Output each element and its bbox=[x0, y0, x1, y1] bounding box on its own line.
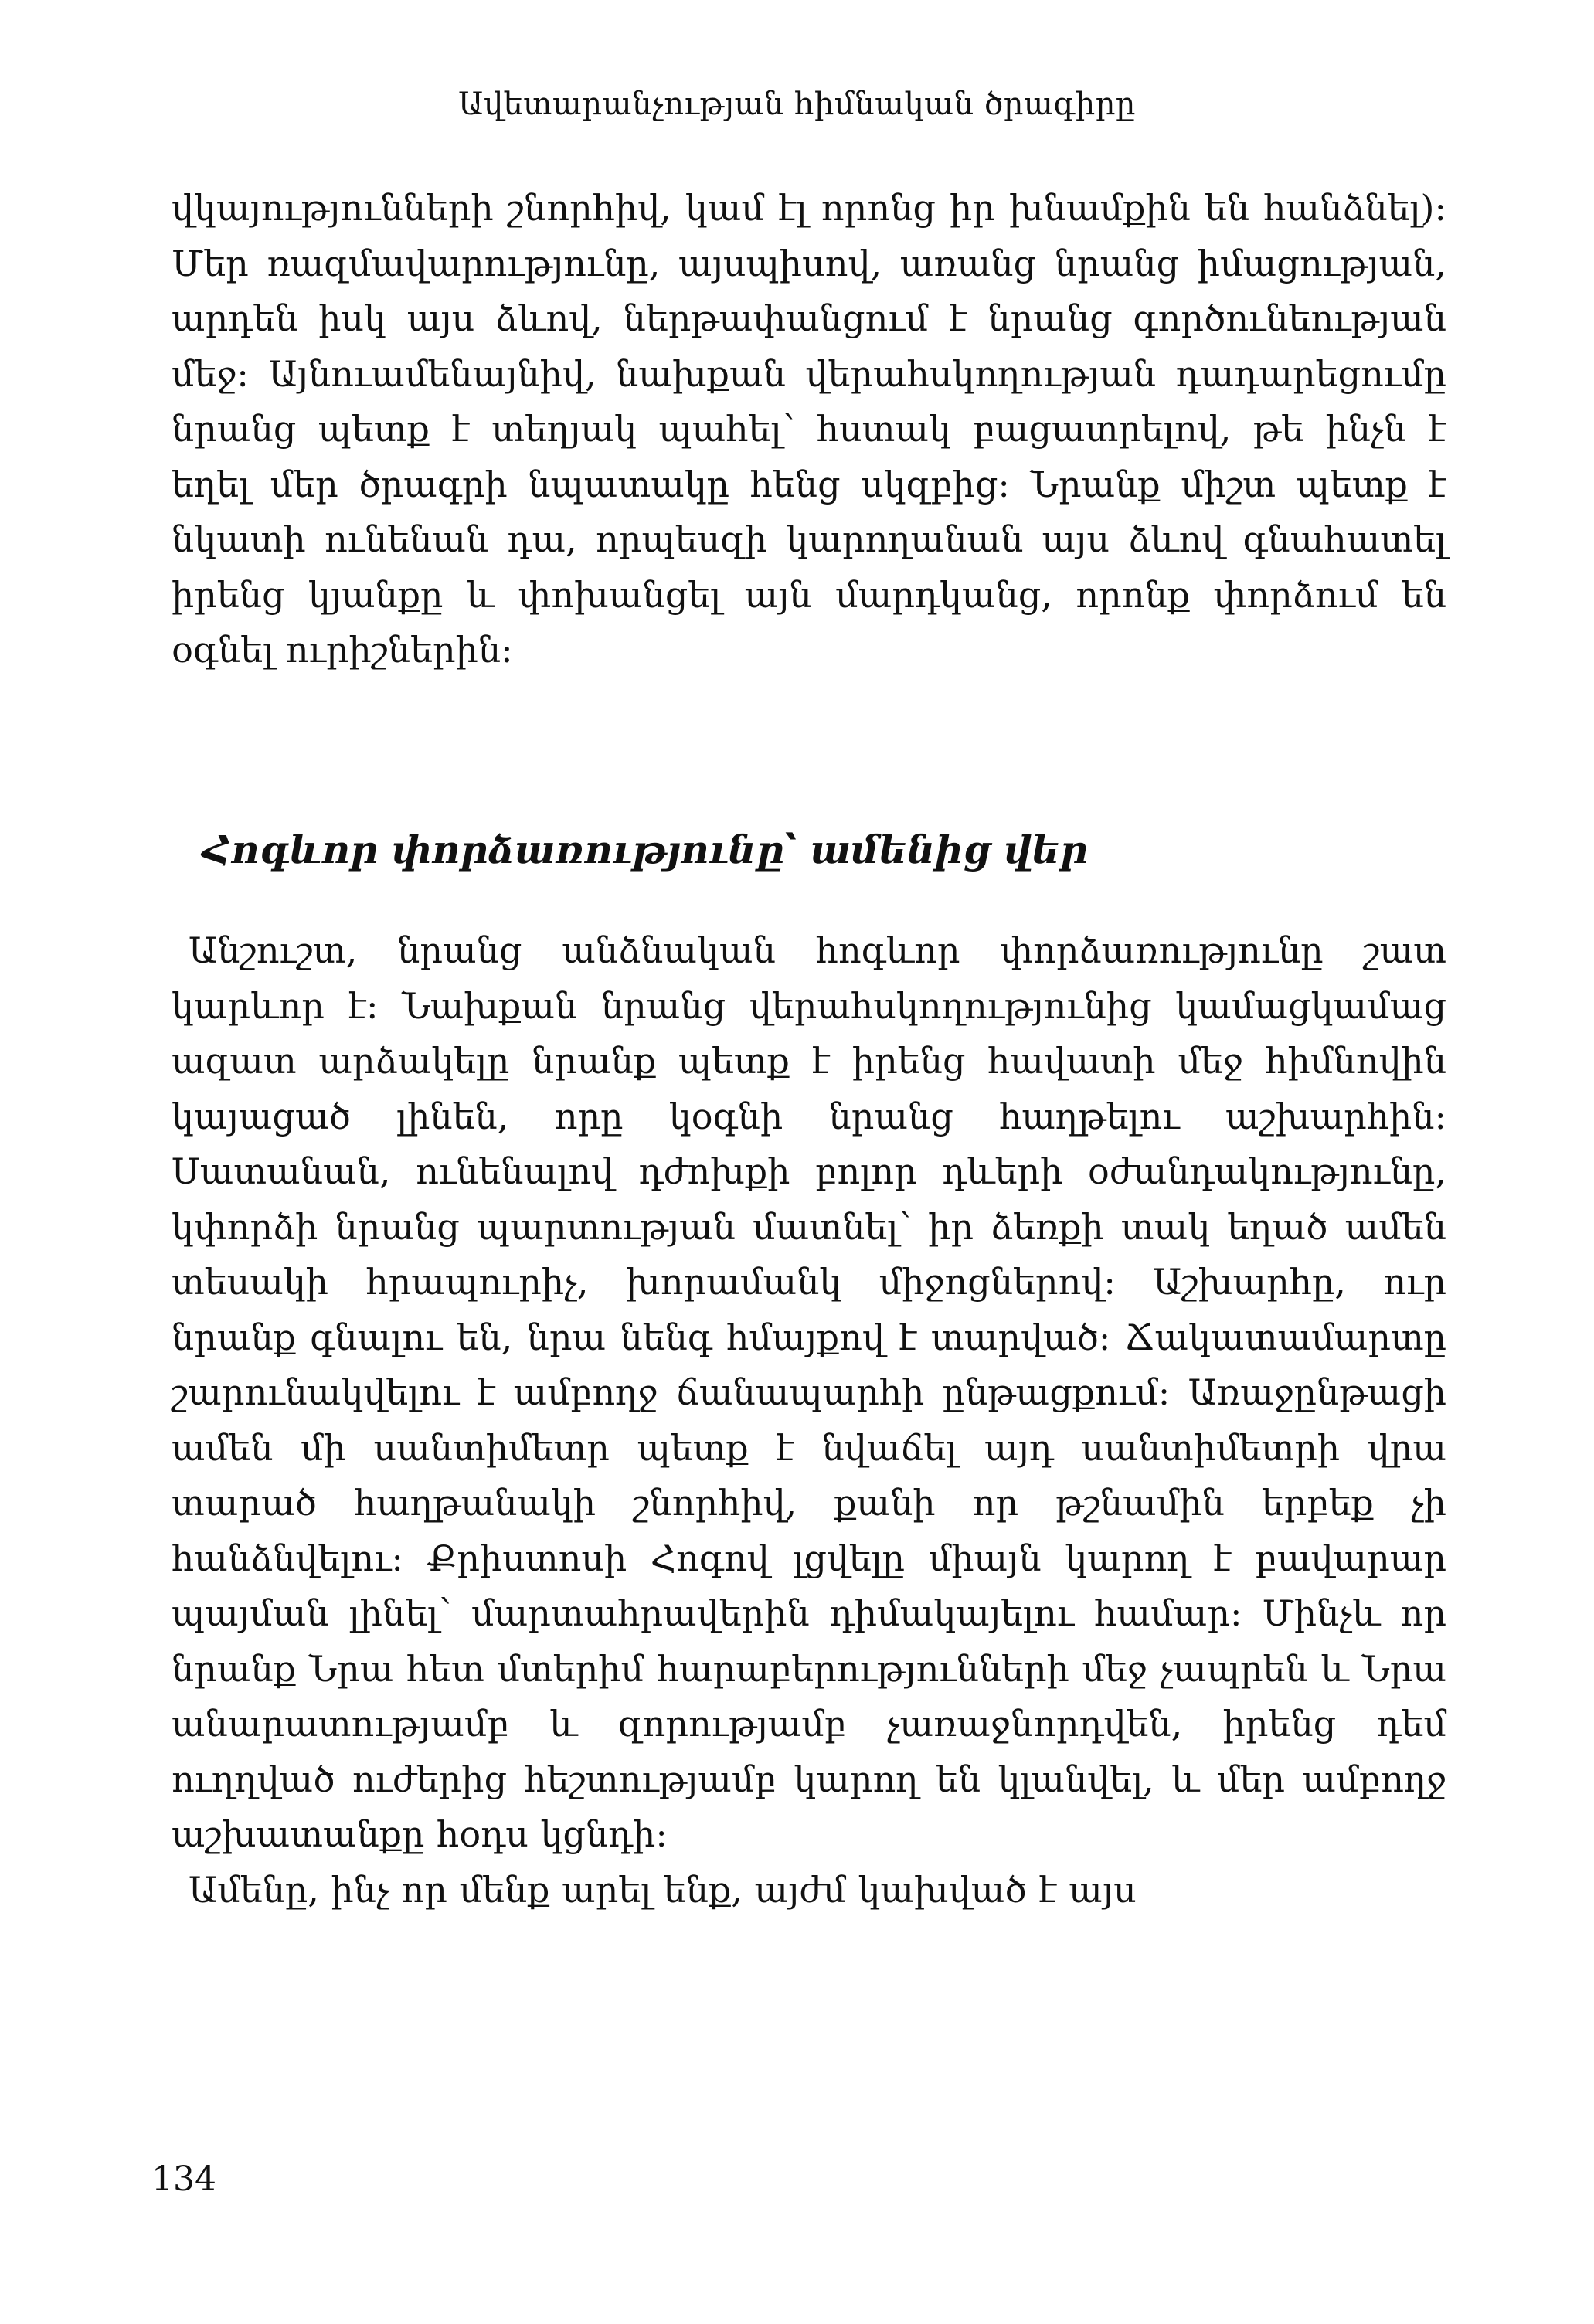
text-block-main bbox=[172, 923, 1446, 1918]
paragraph-next: Ամենը, ինչ որ մենք արել ենք, այժմ կախված է այս bbox=[189, 1868, 1137, 1911]
running-head: Ավետարանչության հիմնական ծրագիրը bbox=[458, 87, 1136, 122]
paragraph-main: Անշուշտ, նրանց անձնական հոգևոր փորձառությունը շատ կարևոր է: Նախքան նրանց վերահսկողությունից կամացկամաց ազատ արձակելը նրանք պետք է իրենց հավատի մեջ հիմնովին կայացած լինեն, որը կօգնի նրանց հաղթելու աշխարհին: Սատանան, ունենալով դժոխքի բոլոր դևերի օժանդակությունը, կփորձի նրանց պարտության մատնել՝ իր ձեռքի տակ եղած ամեն տեսակի հրապուրիչ, խորամանկ միջոցներով: Աշխարհը, ուր նրանք գնալու են, նրա նենգ հմայքով է տարված: Ճակատամարտը շարունակվելու է ամբողջ ճանապարհի ընթացքում: Առաջընթացի ամեն մի սանտիմետր պետք է նվաճել այդ սանտիմետրի վրա տարած հաղթանակի շնորհիվ, քանի որ թշնամին երբեք չի հանձնվելու: Քրիստոսի Հոգով լցվելը միայն կարող է բավարար պայման լինել՝ մարտահրավերին դիմակայելու համար: Մինչև որ նրանք Նրա հետ մտերիմ հարաբերությունների մեջ չապրեն և Նրա անարատությամբ և զորությամբ չառաջնորդվեն, իրենց դեմ ուղղված ուժերից հեշտությամբ կարող են կլանվել, և մեր ամբողջ աշխատանքը հօդս կցնդի: bbox=[172, 929, 1446, 1855]
page-number: 134 bbox=[151, 2159, 216, 2199]
text-block-top bbox=[172, 181, 1446, 678]
section-heading: Հոգևոր փորձառությունը՝ ամենից վեր bbox=[202, 827, 1088, 872]
paragraph-continuation: վկայությունների շնորհիվ, կամ էլ որոնց իր խնամքին են հանձնել): Մեր ռազմավարությունը, այսպիսով, առանց նրանց իմացության, արդեն իսկ այս ձևով, ներթափանցում է նրանց գործունեության մեջ: Այնուամենայնիվ, նախքան վերահսկողության դադարեցումը նրանց պետք է տեղյակ պահել՝ հստակ բացատրելով, թե ինչն է եղել մեր ծրագրի նպատակը հենց սկզբից: Նրանք միշտ պետք է նկատի ունենան դա, որպեսզի կարողանան այս ձևով գնահատել իրենց կյանքը և փոխանցել այն մարդկանց, որոնք փորձում են օգնել ուրիշներին: bbox=[172, 187, 1446, 671]
